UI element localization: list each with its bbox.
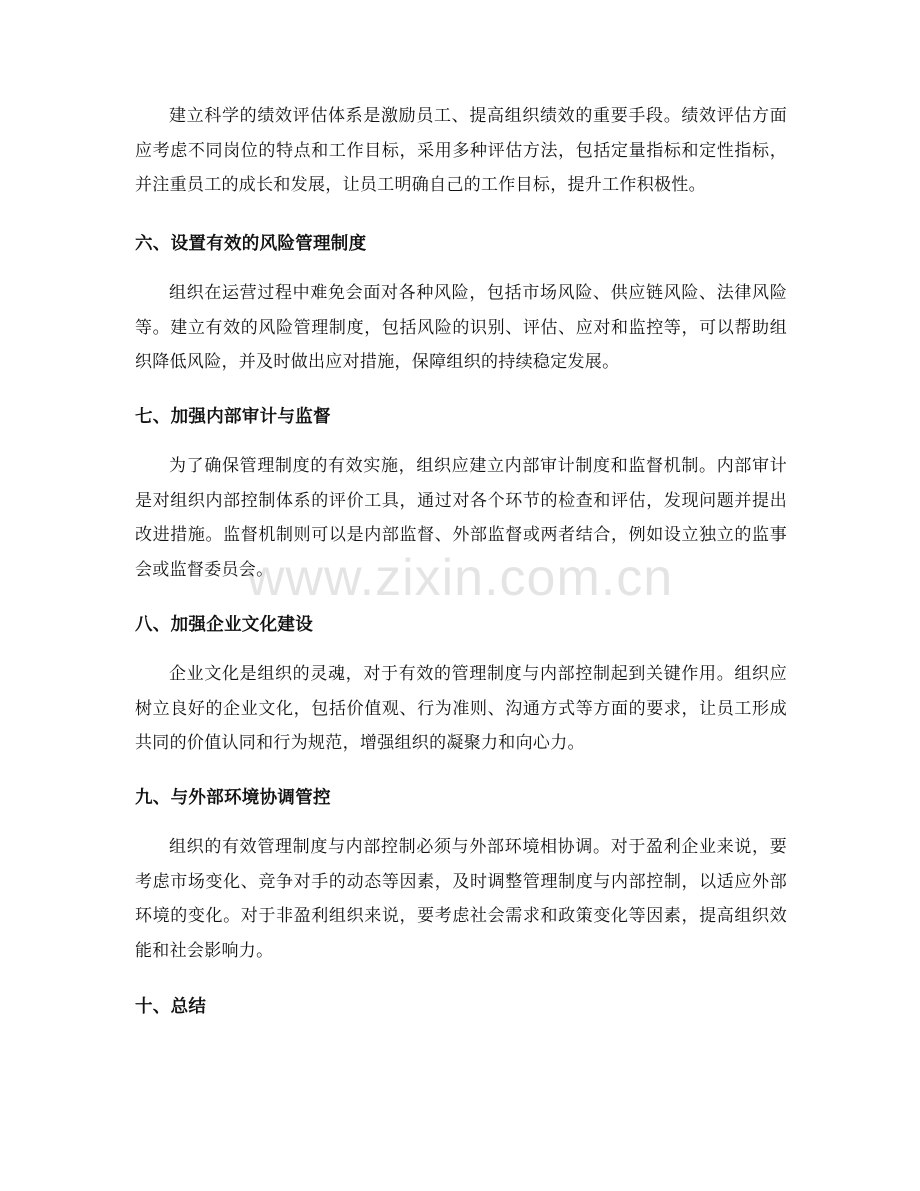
section-heading-7: 七、加强内部审计与监督 [135,407,331,427]
section-heading-9: 九、与外部环境协调管控 [135,788,331,808]
paragraph-corporate-culture: 企业文化是组织的灵魂，对于有效的管理制度与内部控制起到关键作用。组织应树立良好的企业文化，包括价值观、行为准则、沟通方式等方面的要求，让员工形成共同的价值认同和行为规范，增强组织的凝聚力和向心力。 [135,664,787,753]
section-heading-8: 八、加强企业文化建设 [135,615,313,635]
paragraph-external-environment: 组织的有效管理制度与内部控制必须与外部环境相协调。对于盈利企业来说，要考虑市场变化、竞争对手的动态等因素，及时调整管理制度与内部控制，以适应外部环境的变化。对于非盈利组织来说，要考虑社会需求和政策变化等因素，提高组织效能和社会影响力。 [135,837,787,961]
watermark: www.zixin.com.cn [246,549,674,607]
paragraph-risk-management: 组织在运营过程中难免会面对各种风险，包括市场风险、供应链风险、法律风险等。建立有效的风险管理制度，包括风险的识别、评估、应对和监控等，可以帮助组织降低风险，并及时做出应对措施，保障组织的持续稳定发展。 [135,283,787,372]
section-heading-10: 十、总结 [135,997,207,1017]
paragraph-performance-evaluation: 建立科学的绩效评估体系是激励员工、提高组织绩效的重要手段。绩效评估方面应考虑不同岗位的特点和工作目标，采用多种评估方法，包括定量指标和定性指标，并注重员工的成长和发展，让员工明确自己的工作目标，提升工作积极性。 [135,106,787,195]
paragraph-internal-audit: 为了确保管理制度的有效实施，组织应建立内部审计制度和监督机制。内部审计是对组织内部控制体系的评价工具，通过对各个环节的检查和评估，发现问题并提出改进措施。监督机制则可以是内部监督、外部监督或两者结合，例如设立独立的监事会或监督委员会。 [135,456,787,580]
section-heading-6: 六、设置有效的风险管理制度 [135,234,367,254]
